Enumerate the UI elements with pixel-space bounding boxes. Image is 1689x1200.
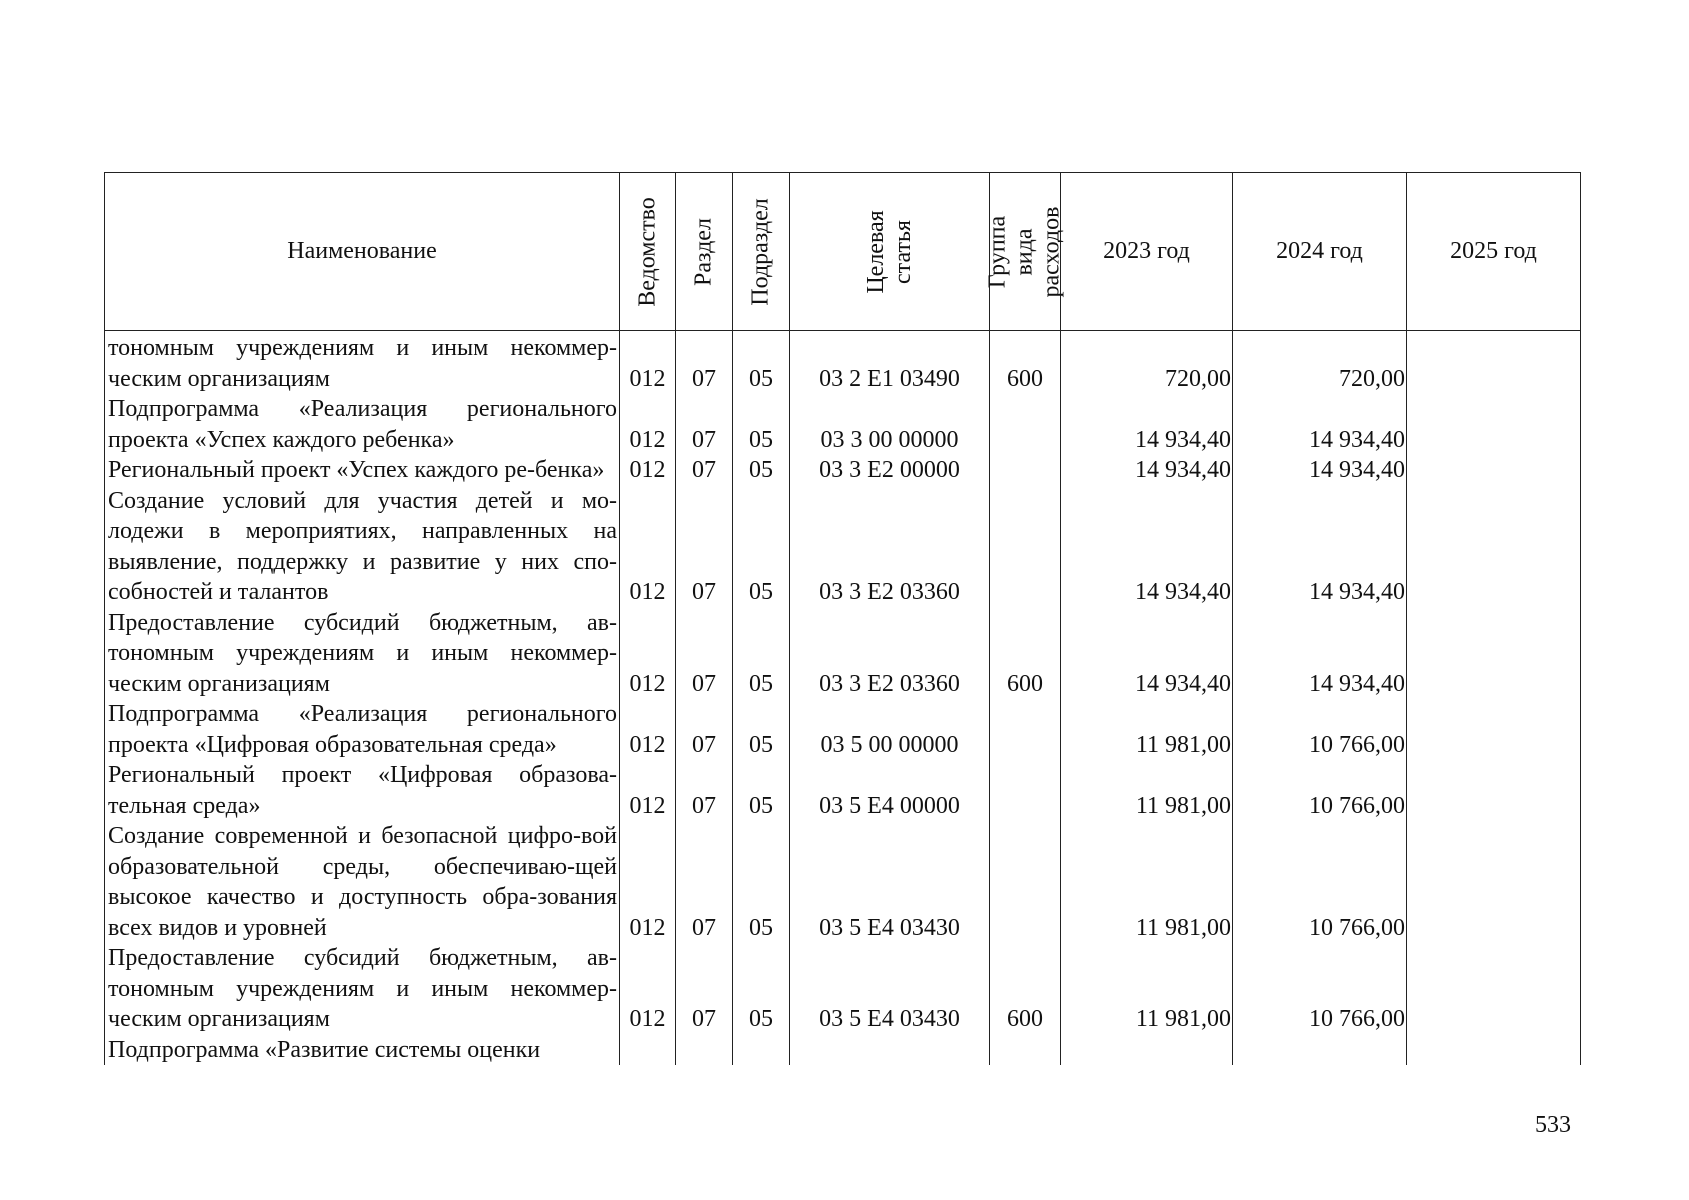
- name-cell: Создание современной и безопасной цифро-вой образовательной среды, обеспечиваю-щей высокое качество и доступность обра-зования всех видов и уровней: [105, 821, 620, 943]
- header-podrazdel: [733, 173, 790, 331]
- table-row: [105, 331, 1581, 395]
- amount-2025-cell: [1407, 760, 1581, 821]
- table-row: [105, 394, 1581, 455]
- amount-2024-cell: 14 934,40: [1233, 455, 1407, 486]
- vedomstvo-cell: 012: [620, 455, 676, 486]
- amount-2025-cell: [1407, 455, 1581, 486]
- amount-2024-cell: 14 934,40: [1233, 394, 1407, 455]
- table-row: [105, 760, 1581, 821]
- header-2023: 2023 год: [1061, 173, 1233, 331]
- name-cell: Региональный проект «Успех каждого ре-бенка»: [105, 455, 620, 486]
- amount-2024-cell: 720,00: [1233, 331, 1407, 395]
- amount-2023-cell: 11 981,00: [1061, 699, 1233, 760]
- amount-2024-cell: 10 766,00: [1233, 760, 1407, 821]
- amount-2024-cell: 10 766,00: [1233, 943, 1407, 1035]
- amount-2025-cell: [1407, 486, 1581, 608]
- podrazdel-cell: 05: [733, 394, 790, 455]
- target-article-cell: 03 5 00 00000: [790, 699, 990, 760]
- target-article-cell: 03 5 E4 03430: [790, 821, 990, 943]
- amount-2025-cell: [1407, 331, 1581, 395]
- amount-2024-cell: 14 934,40: [1233, 486, 1407, 608]
- amount-2023-cell: 14 934,40: [1061, 608, 1233, 700]
- budget-table: [104, 172, 1581, 1065]
- amount-2025-cell: [1407, 608, 1581, 700]
- amount-2023-cell: 11 981,00: [1061, 943, 1233, 1035]
- amount-2025-cell: [1407, 821, 1581, 943]
- podrazdel-cell: 05: [733, 331, 790, 395]
- amount-2023-cell: 720,00: [1061, 331, 1233, 395]
- razdel-cell: 07: [676, 821, 733, 943]
- razdel-cell: 07: [676, 455, 733, 486]
- header-vedomstvo-label: Ведомство: [634, 196, 660, 307]
- vedomstvo-cell: 012: [620, 943, 676, 1035]
- podrazdel-cell: 05: [733, 699, 790, 760]
- expense-group-cell: [990, 1035, 1061, 1066]
- header-razdel-label: Раздел: [690, 217, 717, 286]
- vedomstvo-cell: 012: [620, 331, 676, 395]
- target-article-cell: 03 3 E2 00000: [790, 455, 990, 486]
- expense-group-cell: 600: [990, 608, 1061, 700]
- amount-2023-cell: 14 934,40: [1061, 394, 1233, 455]
- table-row: [105, 608, 1581, 700]
- amount-2025-cell: [1407, 1035, 1581, 1066]
- header-2024: 2024 год: [1233, 173, 1407, 331]
- table-row: [105, 1035, 1581, 1066]
- name-cell: Подпрограмма «Развитие системы оценки: [105, 1035, 620, 1066]
- expense-group-cell: 600: [990, 943, 1061, 1035]
- expense-group-cell: [990, 699, 1061, 760]
- target-article-cell: 03 5 E4 03430: [790, 943, 990, 1035]
- amount-2025-cell: [1407, 943, 1581, 1035]
- target-article-cell: 03 2 E1 03490: [790, 331, 990, 395]
- vedomstvo-cell: 012: [620, 760, 676, 821]
- expense-group-cell: 600: [990, 331, 1061, 395]
- amount-2024-cell: [1233, 1035, 1407, 1066]
- table-row: [105, 821, 1581, 943]
- name-cell: Предоставление субсидий бюджетным, ав-тономным учреждениям и иным некоммер-ческим организациям: [105, 943, 620, 1035]
- header-2025: 2025 год: [1407, 173, 1581, 331]
- razdel-cell: 07: [676, 699, 733, 760]
- podrazdel-cell: 05: [733, 455, 790, 486]
- target-article-cell: 03 5 E4 00000: [790, 760, 990, 821]
- budget-table-wrapper: [104, 172, 1581, 1065]
- table-header: [105, 173, 1581, 331]
- expense-group-cell: [990, 760, 1061, 821]
- name-cell: Подпрограмма «Реализация регионального проекта «Цифровая образовательная среда»: [105, 699, 620, 760]
- expense-group-cell: [990, 486, 1061, 608]
- header-gruppa-vida-rashodov: [984, 173, 1065, 331]
- amount-2024-cell: 10 766,00: [1233, 699, 1407, 760]
- amount-2024-cell: 10 766,00: [1233, 821, 1407, 943]
- table-row: [105, 943, 1581, 1035]
- page-number: 533: [1535, 1112, 1571, 1138]
- amount-2023-cell: 11 981,00: [1061, 760, 1233, 821]
- razdel-cell: 07: [676, 331, 733, 395]
- amount-2023-cell: [1061, 1035, 1233, 1066]
- podrazdel-cell: 05: [733, 486, 790, 608]
- amount-2023-cell: 11 981,00: [1061, 821, 1233, 943]
- table-body: [105, 331, 1581, 1066]
- header-podrazdel-label: Подраздел: [747, 197, 774, 306]
- name-cell: тономным учреждениям и иным некоммер-ческим организациям: [105, 331, 620, 395]
- podrazdel-cell: 05: [733, 608, 790, 700]
- amount-2025-cell: [1407, 394, 1581, 455]
- target-article-cell: 03 3 00 00000: [790, 394, 990, 455]
- table-row: [105, 455, 1581, 486]
- razdel-cell: [676, 1035, 733, 1066]
- target-article-cell: 03 3 E2 03360: [790, 486, 990, 608]
- header-name: Наименование: [105, 173, 620, 331]
- header-razdel: [676, 173, 733, 331]
- name-cell: Создание условий для участия детей и мо-лодежи в мероприятиях, направленных на выявление, поддержку и развитие у них спо-собностей и талантов: [105, 486, 620, 608]
- razdel-cell: 07: [676, 486, 733, 608]
- vedomstvo-cell: 012: [620, 821, 676, 943]
- podrazdel-cell: 05: [733, 760, 790, 821]
- amount-2024-cell: 14 934,40: [1233, 608, 1407, 700]
- target-article-cell: [790, 1035, 990, 1066]
- header-tselevaya-statya: [790, 173, 990, 331]
- table-row: [105, 699, 1581, 760]
- vedomstvo-cell: 012: [620, 608, 676, 700]
- razdel-cell: 07: [676, 394, 733, 455]
- podrazdel-cell: 05: [733, 943, 790, 1035]
- header-tselevaya-statya-label: Целевая статья: [862, 209, 916, 294]
- header-gruppa-vida-rashodov-label: Группа вида расходов: [984, 206, 1065, 297]
- razdel-cell: 07: [676, 943, 733, 1035]
- razdel-cell: 07: [676, 608, 733, 700]
- amount-2023-cell: 14 934,40: [1061, 486, 1233, 608]
- table-row: [105, 486, 1581, 608]
- amount-2023-cell: 14 934,40: [1061, 455, 1233, 486]
- podrazdel-cell: 05: [733, 821, 790, 943]
- podrazdel-cell: [733, 1035, 790, 1066]
- vedomstvo-cell: 012: [620, 486, 676, 608]
- name-cell: Региональный проект «Цифровая образова-тельная среда»: [105, 760, 620, 821]
- name-cell: Подпрограмма «Реализация регионального проекта «Успех каждого ребенка»: [105, 394, 620, 455]
- vedomstvo-cell: 012: [620, 394, 676, 455]
- vedomstvo-cell: 012: [620, 699, 676, 760]
- header-vedomstvo: [620, 173, 676, 331]
- vedomstvo-cell: [620, 1035, 676, 1066]
- expense-group-cell: [990, 394, 1061, 455]
- name-cell: Предоставление субсидий бюджетным, ав-тономным учреждениям и иным некоммер-ческим организациям: [105, 608, 620, 700]
- razdel-cell: 07: [676, 760, 733, 821]
- target-article-cell: 03 3 E2 03360: [790, 608, 990, 700]
- amount-2025-cell: [1407, 699, 1581, 760]
- expense-group-cell: [990, 455, 1061, 486]
- expense-group-cell: [990, 821, 1061, 943]
